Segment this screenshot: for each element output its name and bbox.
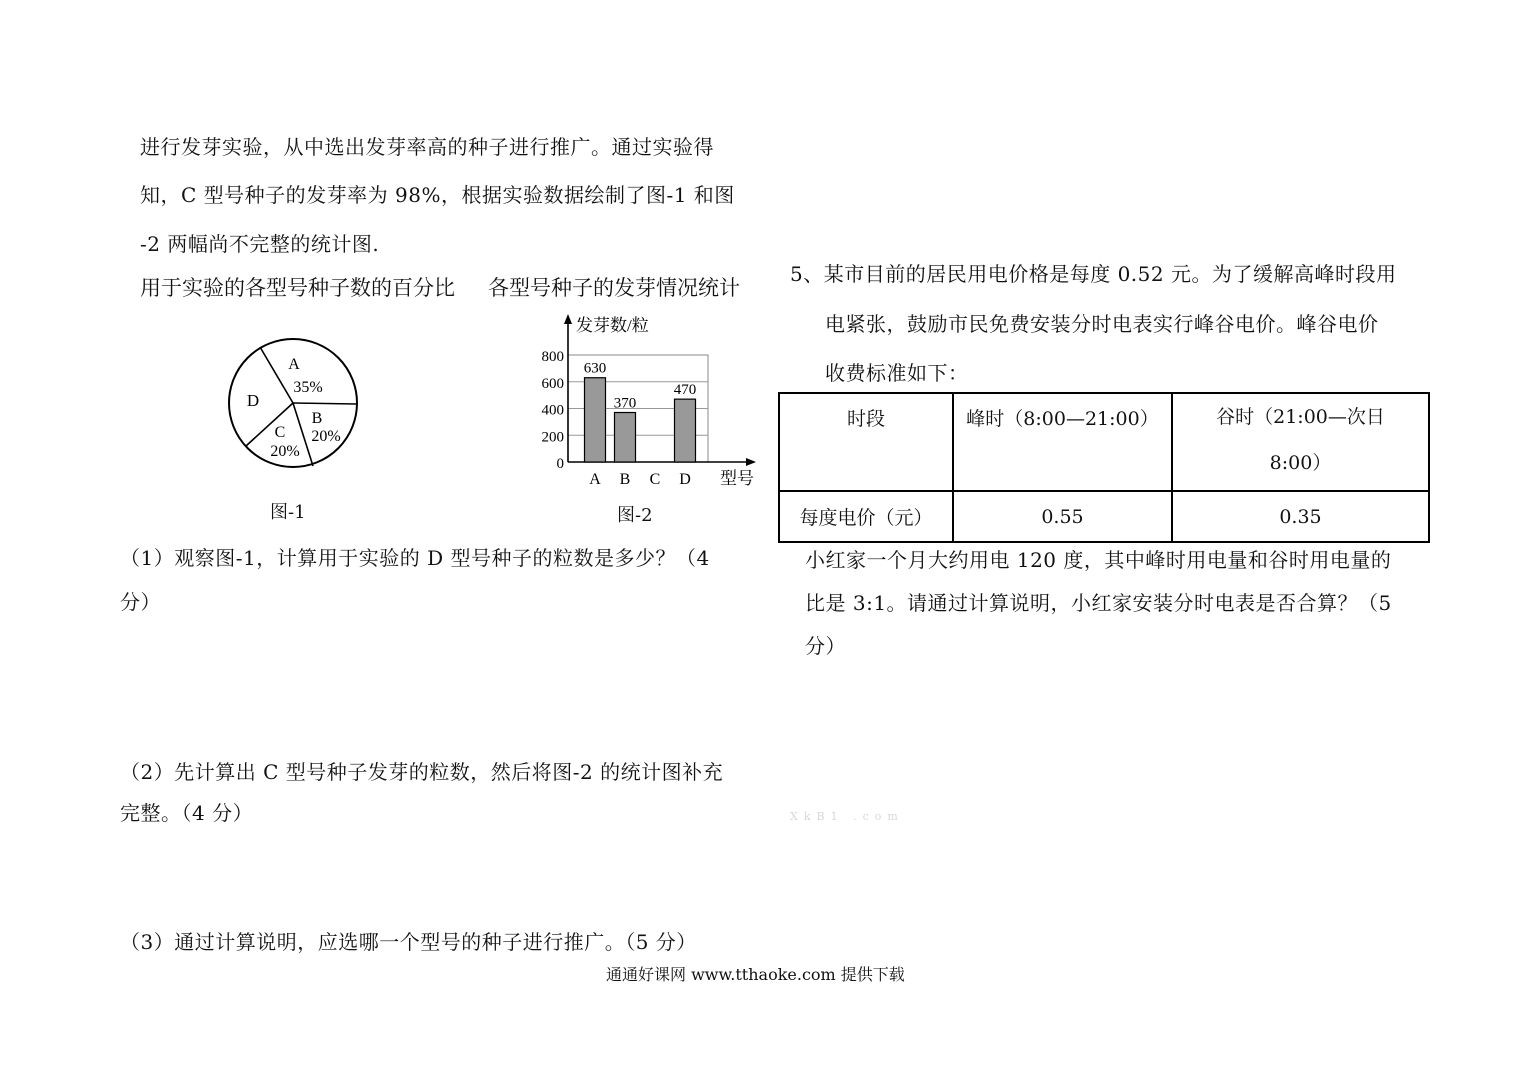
problem-5-after-2: 比是 3:1。请通过计算说明，小红家安装分时电表是否合算？（5 xyxy=(805,591,1392,615)
x-axis-arrow xyxy=(746,458,756,466)
question-1-line-2: 分） xyxy=(120,590,161,614)
pie-label-d: D xyxy=(246,391,260,410)
y-tick-label: 200 xyxy=(541,429,564,446)
table-valley-price: 0.35 xyxy=(1172,491,1429,542)
pie-chart xyxy=(220,330,370,475)
pie-label-c: C xyxy=(274,424,286,441)
pie-value-c: 20% xyxy=(270,443,300,460)
footer-credit: 通通好课网 www.tthaoke.com 提供下载 xyxy=(606,965,905,984)
bar-value-label: 470 xyxy=(673,382,697,399)
bar-chart-title: 各型号种子的发芽情况统计 xyxy=(488,276,740,300)
table-header-valley-line-1: 谷时（21:00—次日 xyxy=(1216,406,1385,428)
y-tick-label: 800 xyxy=(541,349,564,365)
pie-label-a: A xyxy=(288,356,300,373)
problem-5-line-3: 收费标准如下： xyxy=(825,361,969,385)
y-axis-label: 发芽数/粒 xyxy=(576,316,649,335)
bar-b xyxy=(615,413,636,462)
y-tick-label: 400 xyxy=(541,402,564,419)
pie-value-a: 35% xyxy=(293,379,323,396)
pie-label-b: B xyxy=(311,410,323,427)
watermark: XkB1 .com xyxy=(790,810,904,823)
problem-5-line-2: 电紧张，鼓励市民免费安装分时电表实行峰谷电价。峰谷电价 xyxy=(825,312,1379,336)
intro-line-1: 进行发芽实验，从中选出发芽率高的种子进行推广。通过实验得 xyxy=(140,135,714,159)
question-2-line-2: 完整。（4 分） xyxy=(120,801,254,825)
table-header-peak: 峰时（8:00—21:00） xyxy=(953,393,1172,491)
bar-d xyxy=(675,399,696,462)
x-axis-label: 型号 xyxy=(720,469,754,488)
table-peak-price: 0.55 xyxy=(953,491,1172,542)
intro-line-3: -2 两幅尚不完整的统计图. xyxy=(140,232,380,256)
table-header-valley xyxy=(1172,393,1429,491)
y-axis-arrow xyxy=(564,314,572,324)
y-tick-label: 0 xyxy=(556,456,564,472)
bar-value-label: 370 xyxy=(613,395,637,412)
table-header-valley-line-2: 8:00） xyxy=(1269,452,1332,474)
problem-5-line-1: 5、某市目前的居民用电价格是每度 0.52 元。为了缓解高峰时段用 xyxy=(790,262,1397,286)
pie-chart-title: 用于实验的各型号种子数的百分比 xyxy=(140,276,455,300)
bar-value-label: 630 xyxy=(583,360,607,377)
y-tick-label: 600 xyxy=(541,375,564,392)
question-3-line-1: （3）通过计算说明，应选哪一个型号的种子进行推广。（5 分） xyxy=(120,930,697,954)
x-tick-label: A xyxy=(589,471,601,488)
question-1-line-1: （1）观察图-1，计算用于实验的 D 型号种子的粒数是多少？（4 xyxy=(120,546,710,570)
price-table xyxy=(778,392,1430,543)
figure-1-label: 图-1 xyxy=(270,502,306,523)
question-2-line-1: （2）先计算出 C 型号种子发芽的粒数，然后将图-2 的统计图补充 xyxy=(120,760,724,784)
problem-5-after-3: 分） xyxy=(805,634,846,658)
x-tick-label: D xyxy=(679,471,691,488)
pie-value-b: 20% xyxy=(311,428,341,445)
figure-2-label: 图-2 xyxy=(617,505,653,526)
table-row-label: 每度电价（元） xyxy=(779,491,953,542)
problem-5-after-1: 小红家一个月大约用电 120 度，其中峰时用电量和谷时用电量的 xyxy=(805,548,1392,572)
intro-line-2: 知，C 型号种子的发芽率为 98%，根据实验数据绘制了图-1 和图 xyxy=(140,183,735,207)
bar-a xyxy=(585,378,606,462)
bar-chart xyxy=(530,312,770,492)
x-tick-label: B xyxy=(619,471,631,488)
table-header-period: 时段 xyxy=(779,393,953,491)
x-tick-label: C xyxy=(649,471,661,488)
